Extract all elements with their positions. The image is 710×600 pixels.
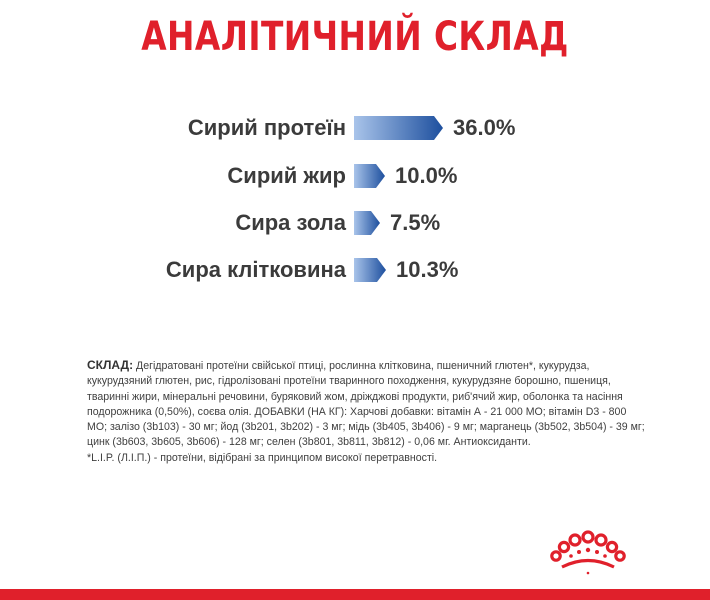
analysis-value: 10.0% xyxy=(395,163,458,188)
composition-footnote: *L.I.P. (Л.І.П.) - протеїни, відібрані за принципом високої перетравності. xyxy=(87,451,438,464)
analysis-row-fibre xyxy=(0,255,710,285)
royal-canin-crown-icon xyxy=(548,528,628,576)
analysis-value: 10.3% xyxy=(396,257,459,282)
analysis-bar-shape xyxy=(354,116,443,140)
analysis-row-fat xyxy=(0,161,710,191)
composition-text xyxy=(87,358,647,466)
analysis-label: Сирий жир xyxy=(227,163,346,188)
analysis-bar-shape xyxy=(354,164,385,188)
composition-body: Дегідратовані протеїни свійської птиці, рослинна клітковина, пшеничний глютен*, кукурудза, кукурудзяний глютен, рис, гідролізовані протеїни тваринного походження, кукурудзяне борошно, пшениця, тваринні жири, мінеральні речовини, буряковий жом, дріжджові продукти, риб'ячий жир, оболонка та насіння подорожника (0,50%), соєва олія. ДОБАВКИ (НА КГ): Харчові добавки: вітамін А - 21 000 МО; вітамін D3 - 800 МО; залізо (3b103) - 30 мг; йод (3b201, 3b202) - 3 мг; мідь (3b405, 3b406) - 9 мг; марганець (3b502, 3b504) - 39 мг; цинк (3b603, 3b605, 3b606) - 128 мг; селен (3b801, 3b811, 3b812) - 0,06 мг. Антиоксиданти. xyxy=(87,360,645,449)
analysis-bar xyxy=(354,116,443,140)
analysis-row-protein xyxy=(0,113,710,143)
analysis-bar-shape xyxy=(354,211,380,235)
analysis-row-ash xyxy=(0,208,710,238)
analysis-bar xyxy=(354,211,380,235)
analysis-label: Сира клітковина xyxy=(165,257,346,282)
analysis-value: 7.5% xyxy=(390,210,441,235)
analysis-label: Сирий протеїн xyxy=(187,115,346,140)
analysis-value: 36.0% xyxy=(453,115,516,140)
analysis-bar xyxy=(354,164,385,188)
bottom-color-band xyxy=(0,589,710,600)
page-title: АНАЛІТИЧНИЙ СКЛАД xyxy=(141,14,569,60)
composition-label: СКЛАД: xyxy=(87,358,134,372)
analysis-bar-shape xyxy=(354,258,386,282)
analysis-label: Сира зола xyxy=(235,210,346,235)
analysis-bar xyxy=(354,258,386,282)
